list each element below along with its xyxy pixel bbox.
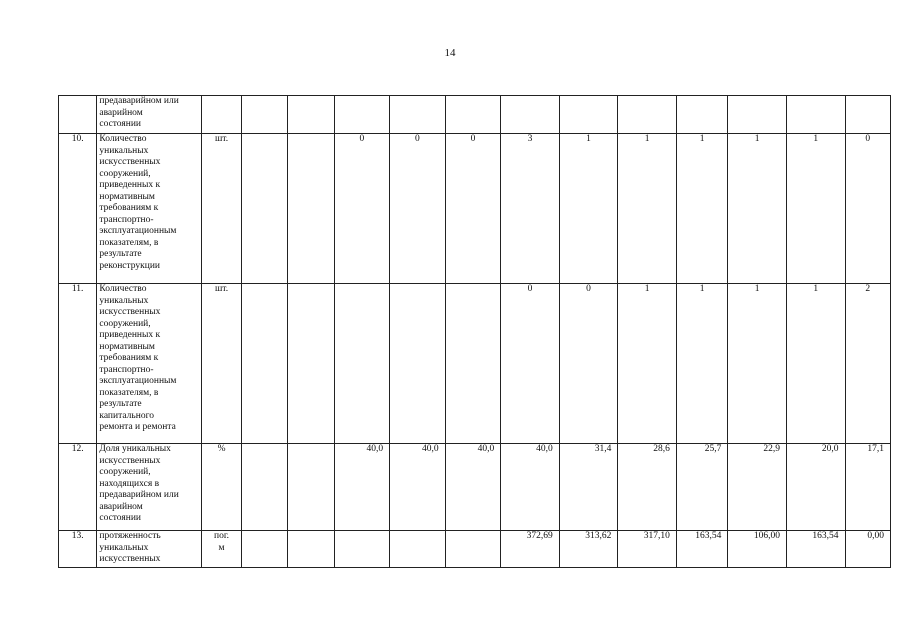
table-row bbox=[59, 531, 891, 568]
value-cell bbox=[845, 96, 891, 134]
value-cell: 1 bbox=[559, 134, 618, 284]
row-number: 10. bbox=[59, 134, 97, 284]
value-cell bbox=[288, 531, 334, 568]
value-cell bbox=[241, 444, 287, 531]
value-cell: 1 bbox=[786, 284, 845, 444]
value-cell: 1 bbox=[786, 134, 845, 284]
value-cell bbox=[618, 96, 677, 134]
value-cell: 31,4 bbox=[559, 444, 618, 531]
value-cell bbox=[241, 134, 287, 284]
value-cell bbox=[559, 96, 618, 134]
value-cell: 1 bbox=[728, 134, 787, 284]
value-cell: 0 bbox=[501, 284, 560, 444]
value-cell: 317,10 bbox=[618, 531, 677, 568]
value-cell bbox=[445, 531, 501, 568]
value-cell: 106,00 bbox=[728, 531, 787, 568]
unit-cell: шт. bbox=[202, 284, 241, 444]
value-cell bbox=[241, 284, 287, 444]
value-cell: 20,0 bbox=[786, 444, 845, 531]
value-cell: 163,54 bbox=[676, 531, 727, 568]
value-cell: 0 bbox=[334, 134, 390, 284]
table-row bbox=[59, 134, 891, 284]
value-cell: 1 bbox=[618, 134, 677, 284]
value-cell: 1 bbox=[676, 284, 727, 444]
row-number: 12. bbox=[59, 444, 97, 531]
value-cell bbox=[390, 96, 446, 134]
row-number: 13. bbox=[59, 531, 97, 568]
indicator-name: Количество уникальных искусственных сооружений, приведенных к нормативным требованиям к транспортно- эксплуатационным показателям, в результате реконструкции bbox=[97, 134, 202, 284]
row-number: 11. bbox=[59, 284, 97, 444]
value-cell: 25,7 bbox=[676, 444, 727, 531]
value-cell: 40,0 bbox=[501, 444, 560, 531]
value-cell: 0 bbox=[559, 284, 618, 444]
value-cell: 40,0 bbox=[390, 444, 446, 531]
indicators-table bbox=[58, 95, 891, 568]
value-cell: 1 bbox=[676, 134, 727, 284]
value-cell bbox=[241, 531, 287, 568]
value-cell bbox=[445, 284, 501, 444]
value-cell: 1 bbox=[728, 284, 787, 444]
unit-cell: пог. м bbox=[202, 531, 241, 568]
indicator-name: Доля уникальных искусственных сооружений, находящихся в предаварийном или аварийном состоянии bbox=[97, 444, 202, 531]
value-cell: 0 bbox=[390, 134, 446, 284]
value-cell: 40,0 bbox=[445, 444, 501, 531]
value-cell bbox=[501, 96, 560, 134]
value-cell bbox=[334, 96, 390, 134]
value-cell bbox=[728, 96, 787, 134]
value-cell: 163,54 bbox=[786, 531, 845, 568]
value-cell: 1 bbox=[618, 284, 677, 444]
value-cell: 313,62 bbox=[559, 531, 618, 568]
value-cell: 0 bbox=[445, 134, 501, 284]
indicator-name: протяженность уникальных искусственных bbox=[97, 531, 202, 568]
value-cell: 40,0 bbox=[334, 444, 390, 531]
unit-cell bbox=[202, 96, 241, 134]
value-cell bbox=[288, 284, 334, 444]
value-cell bbox=[676, 96, 727, 134]
value-cell: 2 bbox=[845, 284, 891, 444]
table-row bbox=[59, 444, 891, 531]
value-cell: 22,9 bbox=[728, 444, 787, 531]
value-cell: 0,00 bbox=[845, 531, 891, 568]
value-cell bbox=[786, 96, 845, 134]
value-cell: 28,6 bbox=[618, 444, 677, 531]
indicator-name: предаварийном или аварийном состоянии bbox=[97, 96, 202, 134]
value-cell: 17,1 bbox=[845, 444, 891, 531]
value-cell bbox=[288, 96, 334, 134]
value-cell bbox=[334, 284, 390, 444]
value-cell bbox=[288, 134, 334, 284]
indicator-name: Количество уникальных искусственных сооружений, приведенных к нормативным требованиям к транспортно- эксплуатационным показателям, в результате капитального ремонта и ремонта bbox=[97, 284, 202, 444]
value-cell: 0 bbox=[845, 134, 891, 284]
unit-cell: шт. bbox=[202, 134, 241, 284]
value-cell: 372,69 bbox=[501, 531, 560, 568]
value-cell bbox=[390, 531, 446, 568]
value-cell bbox=[390, 284, 446, 444]
value-cell: 3 bbox=[501, 134, 560, 284]
table-row bbox=[59, 96, 891, 134]
value-cell bbox=[334, 531, 390, 568]
value-cell bbox=[241, 96, 287, 134]
table-row bbox=[59, 284, 891, 444]
page-number: 14 bbox=[444, 47, 456, 59]
row-number bbox=[59, 96, 97, 134]
value-cell bbox=[445, 96, 501, 134]
value-cell bbox=[288, 444, 334, 531]
unit-cell: % bbox=[202, 444, 241, 531]
